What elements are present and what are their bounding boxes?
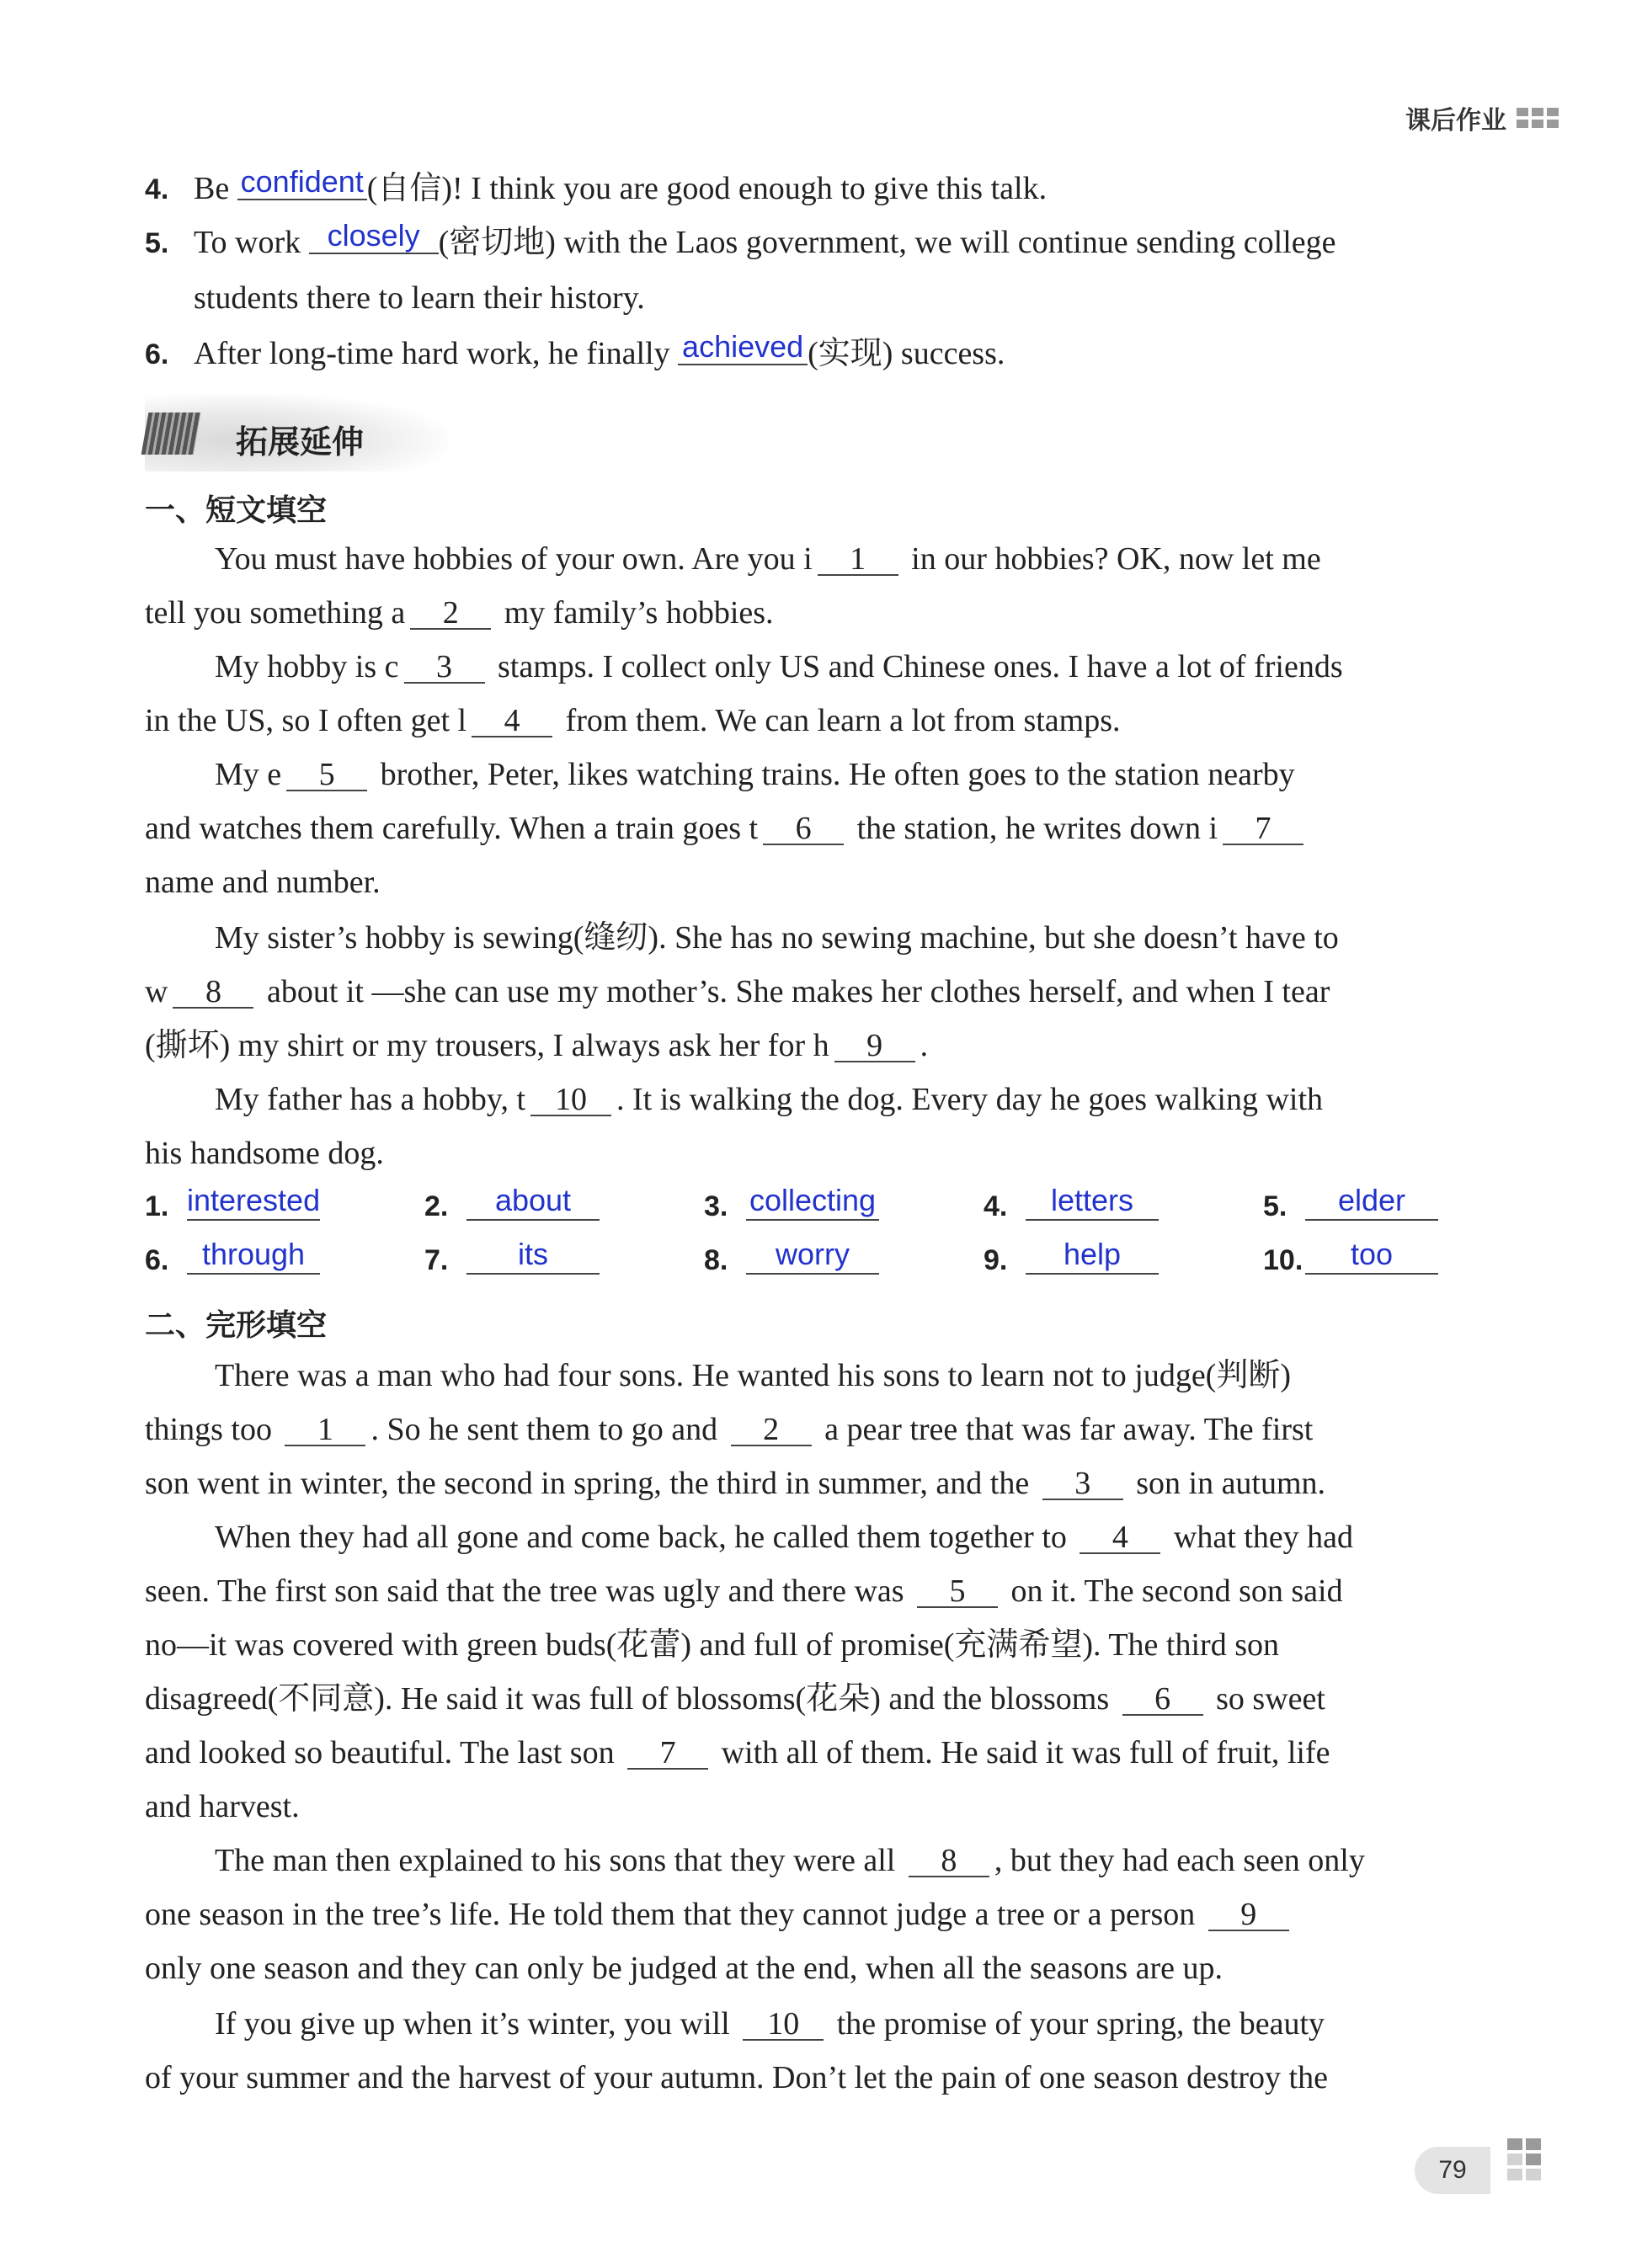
part2-line — [145, 2058, 1501, 2098]
handwritten-answer: confident — [237, 165, 367, 200]
part2-line — [215, 1840, 1570, 1881]
blank-number: 9 — [834, 1030, 915, 1062]
passage-text: my family’s hobbies. — [496, 595, 774, 631]
part1-line — [215, 1079, 1570, 1120]
part2-line — [215, 1517, 1570, 1557]
exercise-number: 4. — [145, 173, 169, 205]
exercise-5-continuation: students there to learn their history. — [194, 280, 645, 316]
handwritten-answer: worry — [746, 1236, 879, 1275]
part2-line — [145, 1679, 1501, 1719]
passage-text: no—it was covered with green buds(花蕾) and full of promise(充满希望). The third son — [145, 1627, 1279, 1663]
passage-text: about it —she can use my mother’s. She makes her clothes herself, and when I tear — [259, 974, 1330, 1009]
passage-text: the station, he writes down i — [849, 811, 1218, 846]
answer-number: 6. — [145, 1244, 169, 1276]
part2-line — [145, 1409, 1501, 1450]
exercise-text: To work — [194, 225, 309, 260]
answer-row-1 — [145, 1183, 1492, 1234]
blank-number: 1 — [818, 544, 898, 576]
answer-number: 2. — [424, 1190, 449, 1222]
blank-number: 2 — [410, 598, 491, 630]
part2-line — [145, 1733, 1501, 1773]
passage-text: You must have hobbies of your own. Are you i — [215, 541, 813, 577]
blank-number: 7 — [1223, 813, 1303, 845]
header-tag — [1405, 99, 1559, 136]
exercise-4 — [145, 164, 1501, 210]
blank-number: 4 — [472, 705, 552, 737]
answer-cell — [1263, 1237, 1438, 1280]
passage-text: seen. The first son said that the tree was ugly and there was — [145, 1573, 913, 1609]
handwritten-answer: through — [187, 1236, 320, 1275]
exercise-text: (自信)! I think you are good enough to give this talk. — [366, 171, 1048, 206]
passage-text: . — [920, 1028, 929, 1063]
answer-number: 8. — [704, 1244, 728, 1276]
handwritten-answer: help — [1026, 1236, 1159, 1275]
exercise-text: (密切地) with the Laos government, we will continue sending college — [438, 225, 1336, 260]
blank-number: 10 — [530, 1084, 611, 1116]
part2-line — [215, 2004, 1570, 2044]
passage-text: the promise of your spring, the beauty — [829, 2006, 1325, 2042]
blank-number: 6 — [1122, 1684, 1203, 1716]
exercise-5 — [145, 218, 1501, 264]
part1-line — [215, 754, 1570, 795]
part2-line — [145, 1463, 1501, 1504]
passage-text: and looked so beautiful. The last son — [145, 1735, 623, 1770]
passage-text: If you give up when it’s winter, you will — [215, 2006, 738, 2042]
answer-cell — [424, 1183, 600, 1226]
passage-text: stamps. I collect only US and Chinese ones. I have a lot of friends — [489, 649, 1343, 684]
passage-text: so sweet — [1208, 1681, 1325, 1717]
answer-number: 10. — [1263, 1244, 1303, 1276]
passage-text: , but they had each seen only — [994, 1843, 1365, 1878]
part1-line — [215, 539, 1570, 579]
section-banner — [145, 394, 448, 471]
exercise-number: 6. — [145, 338, 169, 370]
passage-text: his handsome dog. — [145, 1136, 384, 1171]
exercise-text: (实现) success. — [808, 336, 1005, 371]
exercise-6 — [145, 329, 1501, 375]
part1-line — [215, 647, 1570, 687]
passage-text: one season in the tree’s life. He told them that they cannot judge a tree or a person — [145, 1897, 1203, 1932]
answer-number: 5. — [1263, 1190, 1287, 1222]
passage-text: (撕坏) my shirt or my trousers, I always ask her for h — [145, 1028, 829, 1063]
part2-line — [145, 1948, 1501, 1988]
blank-number: 5 — [286, 759, 367, 791]
passage-text: son went in winter, the second in spring, the third in summer, and the — [145, 1466, 1037, 1501]
section-stripes-icon — [141, 413, 201, 455]
blank-number: 5 — [917, 1576, 998, 1608]
handwritten-answer: achieved — [678, 330, 808, 365]
section-title: 拓展延伸 — [236, 423, 365, 461]
part2-line — [145, 1786, 1501, 1827]
blank-number: 8 — [173, 977, 253, 1009]
handwritten-answer: interested — [187, 1182, 320, 1221]
blank-number: 6 — [763, 813, 844, 845]
passage-text: and watches them carefully. When a train goes t — [145, 811, 759, 846]
exercise-number: 5. — [145, 227, 169, 259]
passage-text: My hobby is c — [215, 649, 399, 684]
part2-line — [215, 1355, 1570, 1396]
part1-line — [145, 700, 1501, 741]
passage-text: what they had — [1165, 1520, 1354, 1555]
passage-text: My e — [215, 757, 282, 792]
part1-line — [145, 808, 1501, 849]
answer-number: 3. — [704, 1190, 728, 1222]
handwritten-answer: too — [1305, 1236, 1438, 1275]
part1-line — [145, 972, 1501, 1012]
handwritten-answer: collecting — [746, 1182, 879, 1221]
passage-text: name and number. — [145, 865, 381, 900]
passage-text: son in autumn. — [1128, 1466, 1326, 1501]
answer-cell — [424, 1237, 600, 1280]
part2-heading: 二、完形填空 — [145, 1308, 328, 1343]
passage-text: brother, Peter, likes watching trains. He often goes to the station nearby — [372, 757, 1295, 792]
blank-number: 3 — [404, 652, 485, 684]
passage-text: tell you something a — [145, 595, 406, 631]
passage-text: My father has a hobby, t — [215, 1082, 525, 1117]
page-grid-icon — [1507, 2138, 1541, 2180]
part1-line — [145, 862, 1501, 902]
blank-number: 2 — [731, 1414, 812, 1446]
passage-text: in the US, so I often get l — [145, 703, 467, 738]
blank-number: 8 — [909, 1845, 989, 1877]
passage-text: My sister’s hobby is sewing(缝纫). She has no sewing machine, but she doesn’t have to — [215, 920, 1339, 956]
part1-line — [215, 918, 1570, 958]
part1-line — [145, 1133, 1501, 1174]
passage-text: . So he sent them to go and — [371, 1412, 726, 1447]
answer-cell — [145, 1237, 320, 1280]
part1-line — [145, 1025, 1501, 1066]
answer-row-2 — [145, 1237, 1492, 1288]
answer-cell — [145, 1183, 321, 1226]
passage-text: things too — [145, 1412, 280, 1447]
page-number: 79 — [1415, 2147, 1490, 2194]
passage-text: . It is walking the dog. Every day he goes walking with — [616, 1082, 1324, 1117]
part2-line — [145, 1894, 1501, 1935]
handwritten-answer: letters — [1026, 1182, 1159, 1221]
answer-cell — [984, 1237, 1159, 1280]
passage-text: disagreed(不同意). He said it was full of blossoms(花朵) and the blossoms — [145, 1681, 1117, 1717]
passage-text: There was a man who had four sons. He wanted his sons to learn not to judge(判断) — [215, 1358, 1291, 1393]
answer-number: 7. — [424, 1244, 449, 1276]
header-title: 课后作业 — [1405, 106, 1506, 136]
handwritten-answer: elder — [1305, 1182, 1438, 1221]
passage-text: a pear tree that was far away. The first — [816, 1412, 1314, 1447]
handwritten-answer: about — [466, 1182, 600, 1221]
passage-text: w — [145, 974, 168, 1009]
blank-number: 9 — [1208, 1899, 1289, 1931]
exercise-text: Be — [194, 171, 237, 206]
passage-text: The man then explained to his sons that they were all — [215, 1843, 904, 1878]
blank-number: 10 — [743, 2009, 824, 2041]
answer-number: 9. — [984, 1244, 1008, 1276]
blank-number: 3 — [1042, 1468, 1123, 1500]
part1-heading: 一、短文填空 — [145, 493, 328, 528]
passage-text: with all of them. He said it was full of fruit, life — [713, 1735, 1330, 1770]
passage-text: in our hobbies? OK, now let me — [903, 541, 1321, 577]
passage-text: When they had all gone and come back, he called them together to — [215, 1520, 1075, 1555]
part2-line — [145, 1625, 1501, 1665]
blank-number: 4 — [1080, 1522, 1160, 1554]
answer-number: 1. — [145, 1190, 169, 1222]
blank-number: 1 — [285, 1414, 365, 1446]
exercise-text: After long-time hard work, he finally — [194, 336, 679, 371]
passage-text: only one season and they can only be judged at the end, when all the seasons are up. — [145, 1951, 1223, 1986]
part1-line — [145, 593, 1501, 633]
answer-cell — [704, 1237, 879, 1280]
passage-text: from them. We can learn a lot from stamps. — [557, 703, 1121, 738]
answer-cell — [704, 1183, 879, 1226]
answer-cell — [984, 1183, 1159, 1226]
passage-text: on it. The second son said — [1003, 1573, 1343, 1609]
part2-line — [145, 1571, 1501, 1611]
answer-number: 4. — [984, 1190, 1008, 1222]
blank-number: 7 — [627, 1738, 708, 1770]
answer-cell — [1263, 1183, 1438, 1226]
passage-text: of your summer and the harvest of your autumn. Don’t let the pain of one season destroy the — [145, 2060, 1328, 2095]
handwritten-answer: closely — [309, 219, 439, 254]
handwritten-answer: its — [466, 1236, 600, 1275]
passage-text: and harvest. — [145, 1789, 300, 1824]
grid-squares-icon — [1517, 108, 1559, 128]
